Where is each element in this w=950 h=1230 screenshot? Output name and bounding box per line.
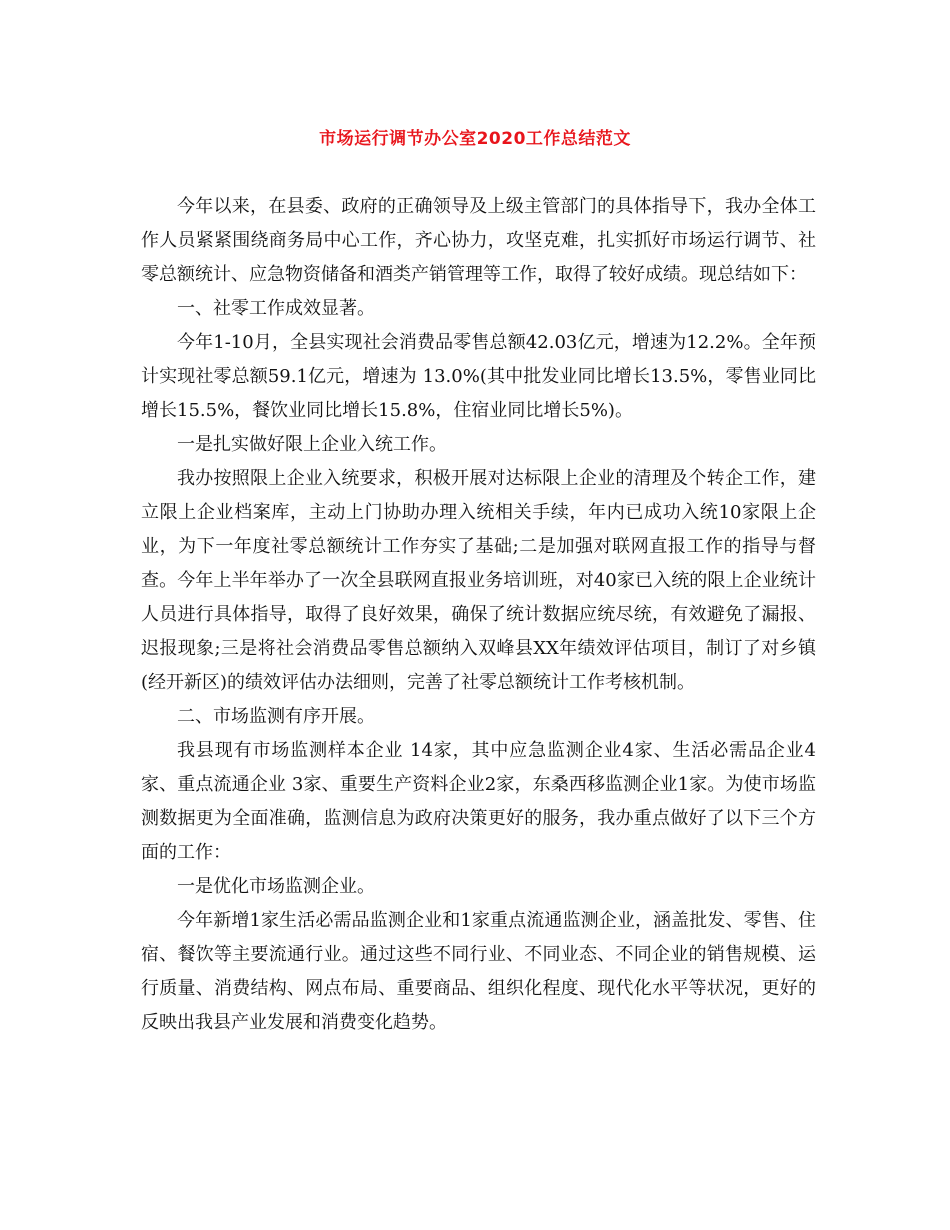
- paragraph-new-monitoring-enterprises: 今年新增1家生活必需品监测企业和1家重点流通监测企业，涵盖批发、零售、住宿、餐饮等主要流通行业。通过这些不同行业、不同业态、不同企业的销售规模、运行质量、消费结构、网点布局、重要商品、组织化程度、现代化水平等状况，更好的反映出我县产业发展和消费变化趋势。: [141, 910, 816, 1033]
- paragraph-registration-work: 我办按照限上企业入统要求，积极开展对达标限上企业的清理及个转企工作，建立限上企业档案库，主动上门协助办理入统相关手续，年内已成功入统10家限上企业，为下一年度社零总额统计工作夯实了基础;二是加强对联网直报工作的指导与督查。今年上半年举办了一次全县联网直报业务培训班，对40家已入统的限上企业统计人员进行具体指导，取得了良好效果，确保了统计数据应统尽统，有效避免了漏报、迟报现象;三是将社会消费品零售总额纳入双峰县XX年绩效评估项目，制订了对乡镇(经开新区)的绩效评估办法细则，完善了社零总额统计工作考核机制。: [141, 468, 816, 693]
- subheading-optimize-monitoring: 一是优化市场监测企业。: [177, 876, 375, 897]
- section-heading-1: 一、社零工作成效显著。: [177, 298, 375, 319]
- section-heading-2: 二、市场监测有序开展。: [177, 706, 375, 727]
- paragraph-sales-stats: 今年1-10月，全县实现社会消费品零售总额42.03亿元，增速为12.2%。全年预计实现社零总额59.1亿元，增速为 13.0%(其中批发业同比增长13.5%，零售业同比增长15.5%，餐饮业同比增长15.8%，住宿业同比增长5%)。: [141, 332, 816, 421]
- paragraph-intro: 今年以来，在县委、政府的正确领导及上级主管部门的具体指导下，我办全体工作人员紧紧围绕商务局中心工作，齐心协力，攻坚克难，扎实抓好市场运行调节、社零总额统计、应急物资储备和酒类产销管理等工作，取得了较好成绩。现总结如下：: [141, 196, 816, 285]
- paragraph-monitoring-samples: 我县现有市场监测样本企业 14家，其中应急监测企业4家、生活必需品企业4家、重点流通企业 3家、重要生产资料企业2家，东桑西移监测企业1家。为使市场监测数据更为全面准确，监测信息为政府决策更好的服务，我办重点做好了以下三个方面的工作：: [141, 740, 816, 863]
- document-body: [141, 190, 816, 1040]
- subheading-enterprise-registration: 一是扎实做好限上企业入统工作。: [177, 434, 447, 455]
- document-title: 市场运行调节办公室2020工作总结范文: [319, 129, 631, 149]
